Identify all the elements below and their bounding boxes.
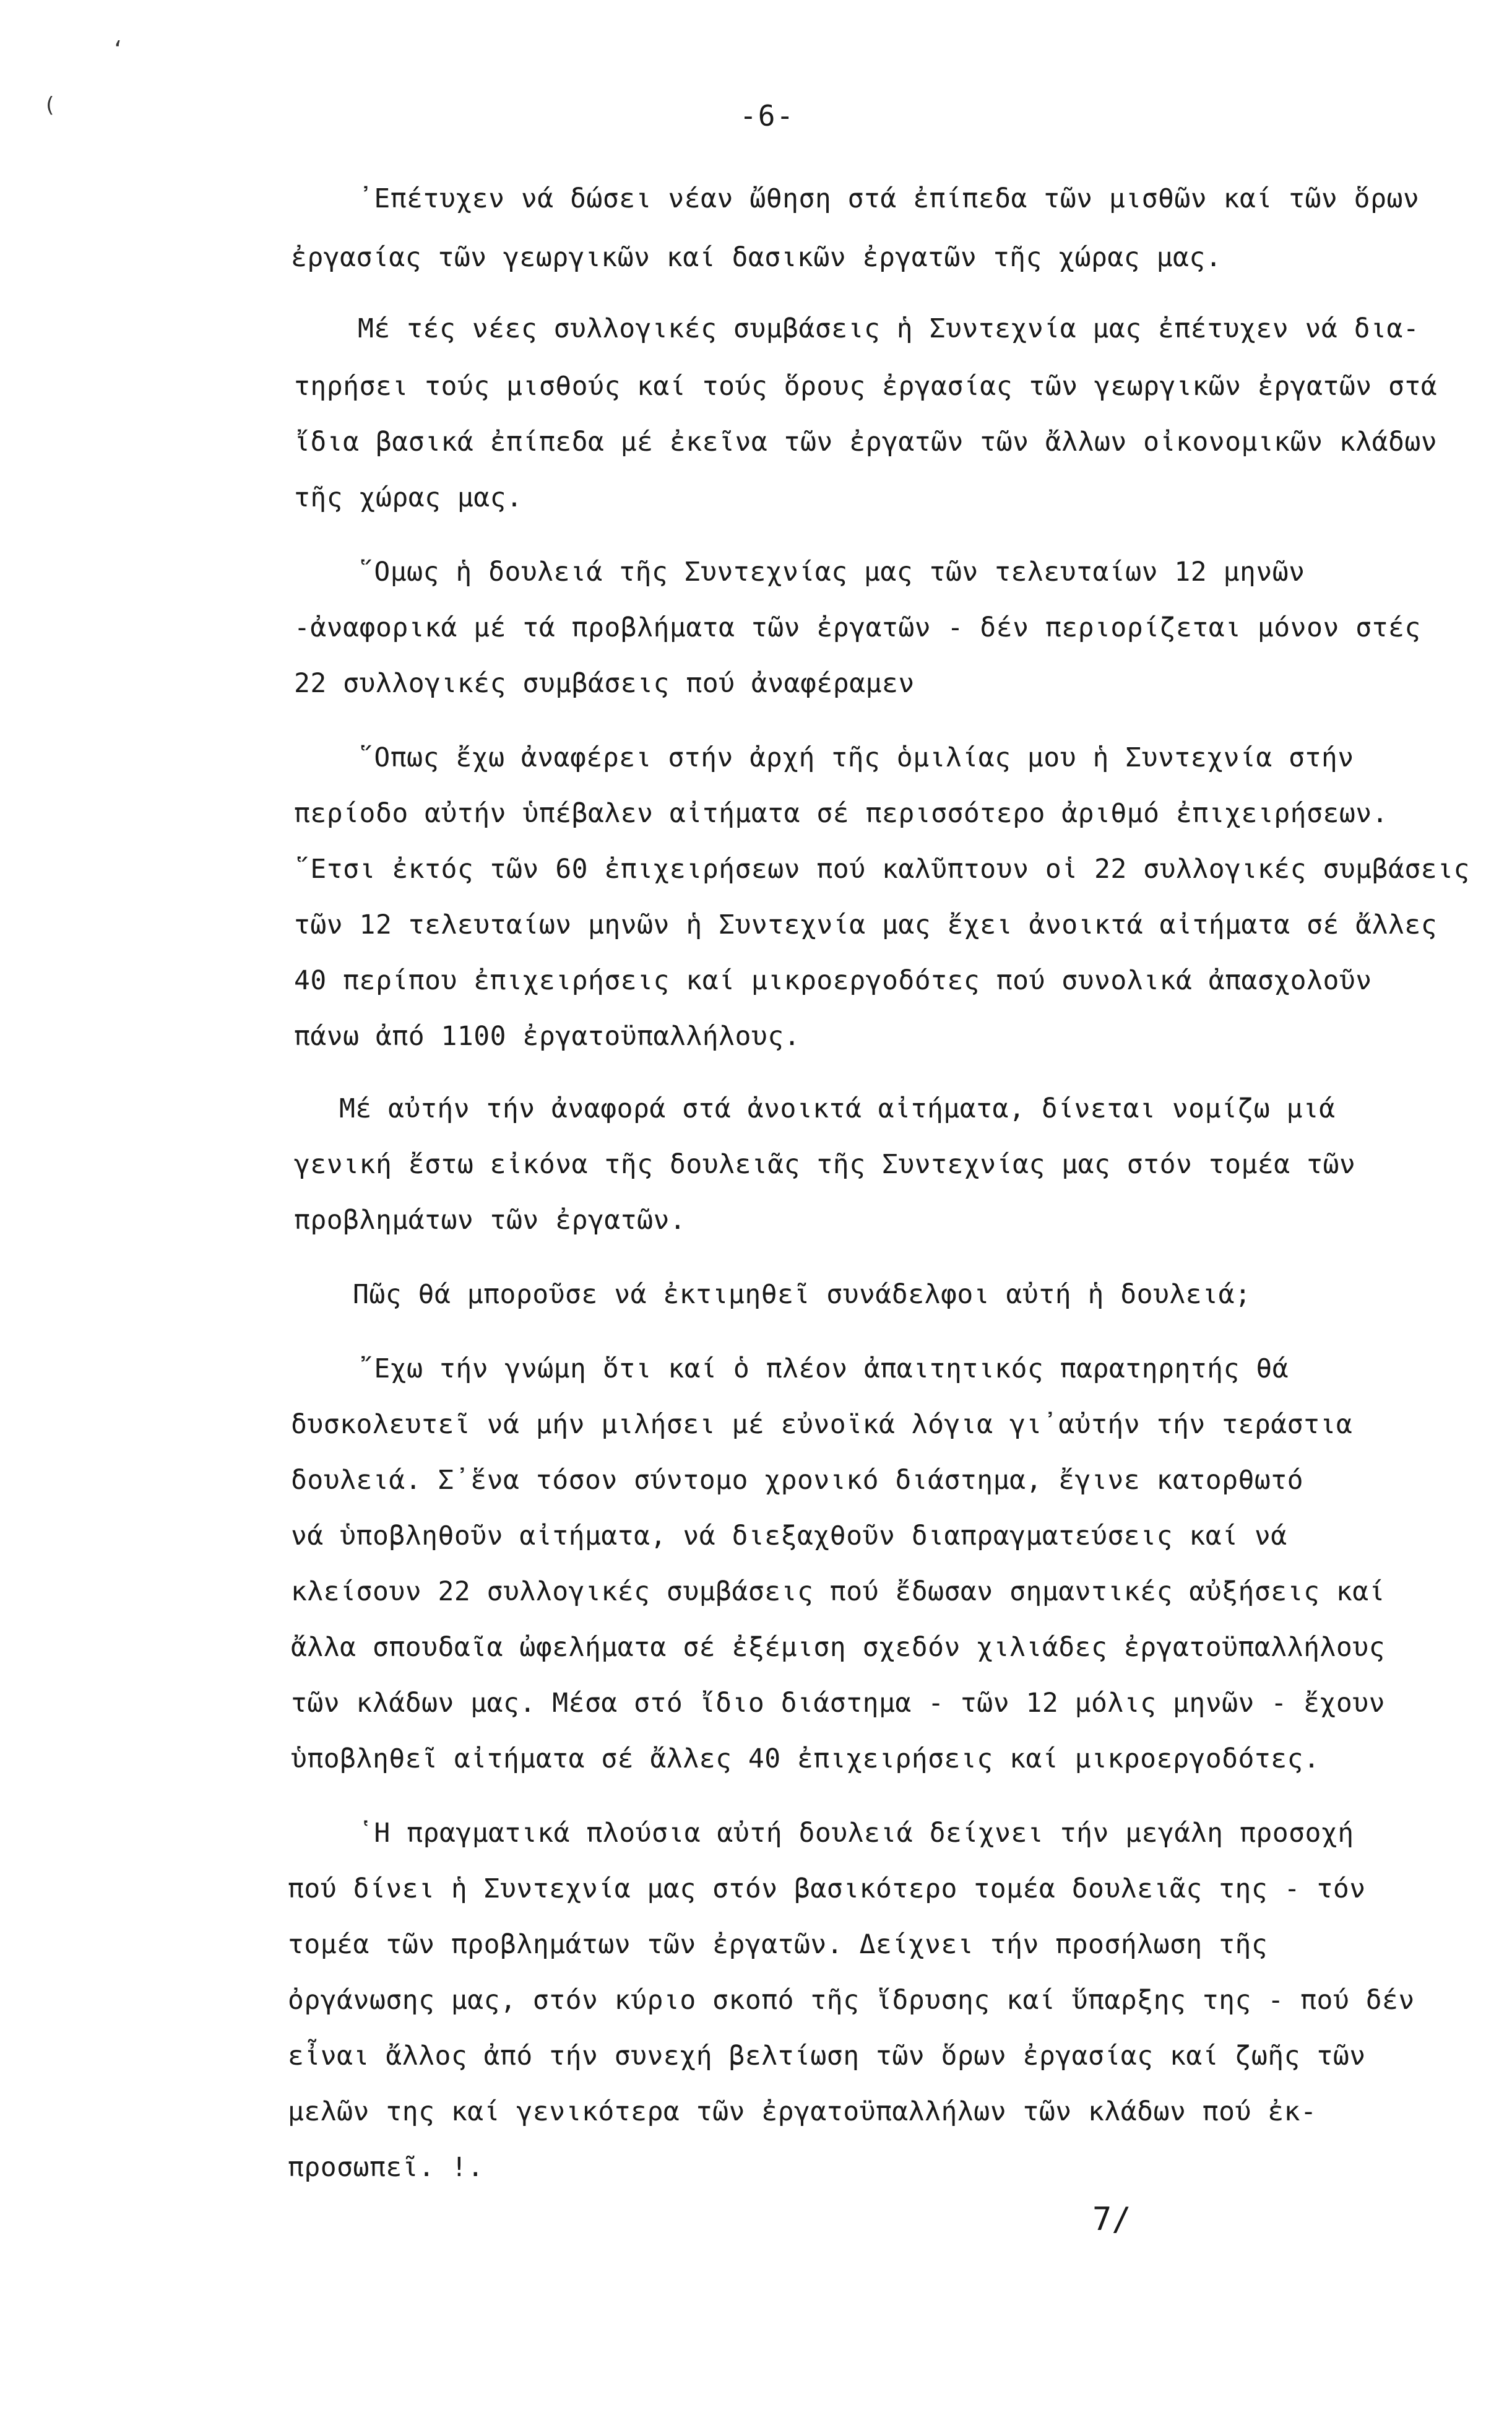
text-line: περίοδο αὐτήν ὑπέβαλεν αἰτήματα σέ περισσότερο ἀριθμό ἐπιχειρήσεων. — [294, 798, 1389, 829]
text-line: δυσκολευτεῖ νά μήν μιλήσει μέ εὐνοϊκά λόγια γι᾿αὐτήν τήν τεράστια — [291, 1409, 1353, 1440]
text-line: ἴδια βασικά ἐπίπεδα μέ ἐκεῖνα τῶν ἐργατῶν τῶν ἄλλων οἰκονομικῶν κλάδων — [294, 427, 1438, 458]
text-line: ᾿Επέτυχεν νά δώσει νέαν ὤθηση στά ἐπίπεδα τῶν μισθῶν καί τῶν ὅρων — [358, 183, 1420, 214]
text-line: τῶν κλάδων μας. Μέσα στό ἴδιο διάστημα - τῶν 12 μόλις μηνῶν - ἔχουν — [291, 1688, 1386, 1719]
text-line: Πῶς θά μποροῦσε νά ἐκτιμηθεῖ συνάδελφοι αὐτή ἡ δουλειά; — [353, 1279, 1251, 1310]
text-line: δουλειά. Σ᾿ἕνα τόσον σύντομο χρονικό διάστημα, ἔγινε κατορθωτό — [291, 1465, 1304, 1496]
text-line: ῞Ομως ἡ δουλειά τῆς Συντεχνίας μας τῶν τελευταίων 12 μηνῶν — [358, 557, 1305, 588]
text-line: 40 περίπου ἐπιχειρήσεις καί μικροεργοδότες πού συνολικά ἀπασχολοῦν — [294, 965, 1372, 996]
page-number: -6- — [740, 99, 795, 132]
text-line: κλείσουν 22 συλλογικές συμβάσεις πού ἔδωσαν σημαντικές αὐξήσεις καί — [291, 1576, 1386, 1607]
text-line: ἐργασίας τῶν γεωργικῶν καί δασικῶν ἐργατῶν τῆς χώρας μας. — [291, 242, 1222, 273]
text-line: γενική ἔστω εἰκόνα τῆς δουλειᾶς τῆς Συντεχνίας μας στόν τομέα τῶν — [294, 1149, 1356, 1180]
margin-mark-top: ‘ — [111, 37, 124, 62]
text-line: Μέ αὐτήν τήν ἀναφορά στά ἀνοικτά αἰτήματα, δίνεται νομίζω μιά — [339, 1093, 1336, 1124]
text-line: ῞Οπως ἔχω ἀναφέρει στήν ἀρχή τῆς ὁμιλίας μου ἡ Συντεχνία στήν — [358, 742, 1354, 773]
text-line: τῶν 12 τελευταίων μηνῶν ἡ Συντεχνία μας ἔχει ἀνοικτά αἰτήματα σέ ἄλλες — [294, 909, 1438, 940]
text-line: μελῶν της καί γενικότερα τῶν ἐργατοϋπαλλήλων τῶν κλάδων πού ἐκ- — [288, 2096, 1317, 2127]
text-line: Μέ τές νέες συλλογικές συμβάσεις ἡ Συντεχνία μας ἐπέτυχεν νά δια- — [358, 313, 1420, 344]
text-line: τηρήσει τούς μισθούς καί τούς ὅρους ἐργασίας τῶν γεωργικῶν ἐργατῶν στά — [294, 371, 1438, 402]
text-line: προσωπεῖ. !. — [288, 2152, 484, 2183]
text-line: -ἀναφορικά μέ τά προβλήματα τῶν ἐργατῶν - δέν περιορίζεται μόνον στές — [294, 612, 1421, 643]
text-line: πού δίνει ἡ Συντεχνία μας στόν βασικότερο τομέα δουλειᾶς της - τόν — [288, 1873, 1366, 1904]
text-line: εἶναι ἄλλος ἀπό τήν συνεχή βελτίωση τῶν ὅρων ἐργασίας καί ζωῆς τῶν — [288, 2041, 1366, 2071]
margin-mark-left: ( — [43, 93, 56, 118]
text-line: τῆς χώρας μας. — [294, 482, 523, 513]
text-line: ὀργάνωσης μας, στόν κύριο σκοπό τῆς ἵδρυσης καί ὕπαρξης της - πού δέν — [288, 1985, 1415, 2016]
text-line: ῎Εχω τήν γνώμη ὅτι καί ὁ πλέον ἀπαιτητικός παρατηρητής θά — [358, 1353, 1289, 1384]
text-line: ῾Η πραγματικά πλούσια αὐτή δουλειά δείχνει τήν μεγάλη προσοχή — [358, 1818, 1354, 1849]
text-line: νά ὑποβληθοῦν αἰτήματα, νά διεξαχθοῦν διαπραγματεύσεις καί νά — [291, 1520, 1287, 1551]
text-line: ἄλλα σπουδαῖα ὠφελήματα σέ ἐξέμιση σχεδόν χιλιάδες ἐργατοϋπαλλήλους — [291, 1632, 1386, 1663]
text-line: 22 συλλογικές συμβάσεις πού ἀναφέραμεν — [294, 668, 915, 699]
text-line: ὑποβληθεῖ αἰτήματα σέ ἄλλες 40 ἐπιχειρήσεις καί μικροεργοδότες. — [291, 1743, 1320, 1774]
continuation-marker: 7/ — [1092, 2201, 1131, 2238]
text-line: πάνω ἀπό 1100 ἐργατοϋπαλλήλους. — [294, 1021, 801, 1052]
text-line: τομέα τῶν προβλημάτων τῶν ἐργατῶν. Δείχνει τήν προσήλωση τῆς — [288, 1929, 1268, 1960]
text-line: ῞Ετσι ἐκτός τῶν 60 ἐπιχειρήσεων πού καλῦπτουν οἱ 22 συλλογικές συμβάσεις — [294, 854, 1470, 885]
text-line: προβλημάτων τῶν ἐργατῶν. — [294, 1205, 686, 1236]
